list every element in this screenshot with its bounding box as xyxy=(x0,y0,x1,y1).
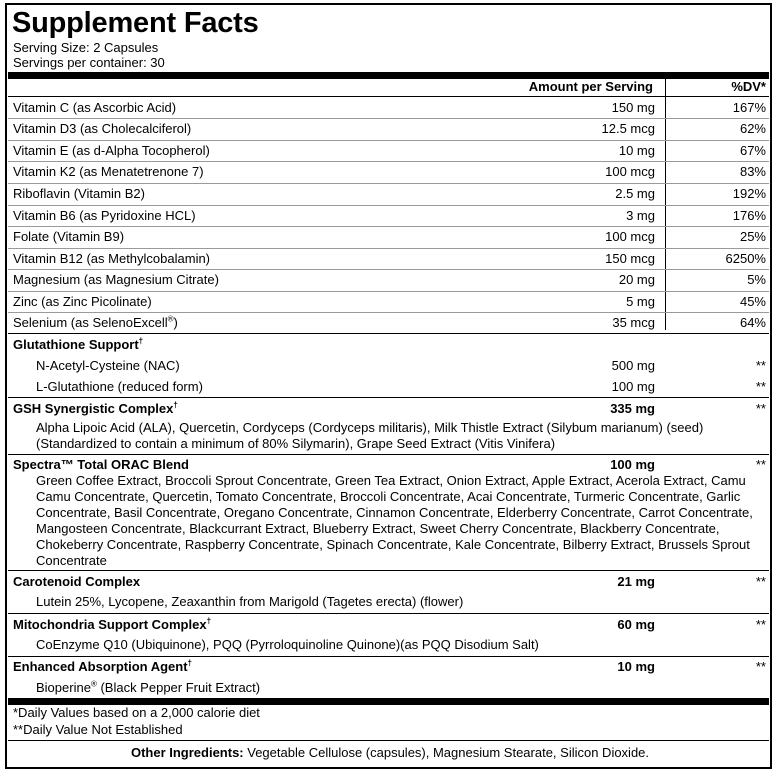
nutrient-amount: 3 mg xyxy=(626,208,655,223)
selenium-name-end: ) xyxy=(173,315,178,330)
absorption-dv: ** xyxy=(755,659,766,674)
nutrient-dv: 45% xyxy=(739,294,766,309)
serving-size: Serving Size: 2 Capsules xyxy=(13,40,159,55)
nutrient-amount: 2.5 mg xyxy=(615,186,655,201)
nutrient-amount: 20 mg xyxy=(618,272,655,287)
row-divider xyxy=(8,248,769,249)
nutrient-name: Zinc (as Zinc Picolinate) xyxy=(13,294,152,309)
row-divider xyxy=(8,312,769,313)
row-divider xyxy=(8,226,769,227)
bioperine-detail: (Black Pepper Fruit Extract) xyxy=(96,680,261,695)
nd-footnote: **Daily Value Not Established xyxy=(13,722,183,737)
nutrient-name: Vitamin E (as d-Alpha Tocopherol) xyxy=(13,143,210,158)
row-divider xyxy=(8,118,769,119)
spectra-dv: ** xyxy=(755,457,766,472)
mito-dv: ** xyxy=(755,617,766,632)
gsh-amount: 335 mg xyxy=(610,401,655,416)
nutrient-amount: 5 mg xyxy=(626,294,655,309)
spectra-amount: 100 mg xyxy=(610,457,655,472)
nutrient-amount: 150 mg xyxy=(611,100,655,115)
registered-mark: ® xyxy=(90,679,97,689)
bioperine-text: Bioperine xyxy=(36,680,91,695)
thick-divider xyxy=(8,72,769,79)
dagger-mark: † xyxy=(187,658,192,668)
row-divider xyxy=(8,183,769,184)
ingredient-amount: 500 mg xyxy=(611,358,655,373)
header-divider xyxy=(8,96,769,97)
nutrient-amount: 150 mcg xyxy=(605,251,655,266)
ingredient-name: N-Acetyl-Cysteine (NAC) xyxy=(36,358,180,373)
nutrient-amount: 100 mcg xyxy=(605,164,655,179)
other-ingredients-label: Other Ingredients: xyxy=(130,745,244,760)
spectra-description: Green Coffee Extract, Broccoli Sprout Concentrate, Green Tea Extract, Onion Extract, Apple Extract, Acerola Extract, Camu Camu Concentrate, Quercetin, Tomato Concentrate, Broccoli Concentrate, Acai Concentrate, Turmeric Concentrate, Garlic Concentrate, Basil Concentrate, Oregano Concentrate, Cinnamon Concentrate, Elderberry Concentrate, Carrot Concentrate, Mangosteen Concentrate, Blackcurrant Extract, Blueberry Extract, Sweet Cherry Concentrate, Blackberry Concentrate, Chokeberry Concentrate, Raspberry Concentrate, Spinach Concentrate, Kale Concentrate, Bilberry Extract, Brussels Sprout Concentrate xyxy=(36,473,753,568)
nutrient-dv: 83% xyxy=(739,164,766,179)
other-ingredients xyxy=(0,745,780,761)
row-divider xyxy=(8,140,769,141)
ingredient-name: L-Glutathione (reduced form) xyxy=(36,379,203,394)
glutathione-heading xyxy=(13,337,143,353)
nutrient-name: Vitamin B12 (as Methylcobalamin) xyxy=(13,251,211,266)
section-divider xyxy=(8,333,769,334)
carotenoid-amount: 21 mg xyxy=(617,574,655,589)
mito-amount: 60 mg xyxy=(617,617,655,632)
nutrient-name xyxy=(13,315,178,331)
nutrient-dv: 5% xyxy=(747,272,766,287)
carotenoid-description: Lutein 25%, Lycopene, Zeaxanthin from Marigold (Tagetes erecta) (flower) xyxy=(36,594,464,609)
nutrient-dv: 6250% xyxy=(725,251,766,266)
mito-heading xyxy=(13,617,211,633)
nutrient-name: Riboflavin (Vitamin B2) xyxy=(13,186,145,201)
mito-heading-text: Mitochondria Support Complex xyxy=(13,617,207,632)
spectra-heading: Spectra™ Total ORAC Blend xyxy=(13,457,190,472)
nutrient-name: Vitamin K2 (as Menatetrenone 7) xyxy=(13,164,204,179)
gsh-dv: ** xyxy=(755,401,766,416)
section-divider xyxy=(8,397,769,398)
nutrient-dv: 176% xyxy=(732,208,766,223)
panel-title: Supplement Facts xyxy=(12,7,259,39)
carotenoid-dv: ** xyxy=(755,574,766,589)
nutrient-dv: 62% xyxy=(739,121,766,136)
absorption-amount: 10 mg xyxy=(617,659,655,674)
dagger-mark: † xyxy=(173,400,178,410)
section-divider xyxy=(8,570,769,571)
other-ingredients-text: Vegetable Cellulose (capsules), Magnesium Stearate, Silicon Dioxide. xyxy=(243,745,650,760)
nutrient-name: Magnesium (as Magnesium Citrate) xyxy=(13,272,219,287)
thick-divider xyxy=(8,698,769,705)
nutrient-dv: 167% xyxy=(732,100,766,115)
footer-divider xyxy=(8,740,769,741)
dagger-mark: † xyxy=(206,616,212,626)
absorption-heading-text: Enhanced Absorption Agent xyxy=(13,659,188,674)
ingredient-amount: 100 mg xyxy=(611,379,655,394)
ingredient-dv: ** xyxy=(755,379,766,394)
nutrient-amount: 10 mg xyxy=(618,143,655,158)
mito-description: CoEnzyme Q10 (Ubiquinone), PQQ (Pyrroloquinoline Quinone)(as PQQ Disodium Salt) xyxy=(36,637,539,652)
amount-header: Amount per Serving xyxy=(528,79,653,94)
dagger-mark: † xyxy=(138,336,144,346)
nutrient-amount: 35 mcg xyxy=(612,315,655,330)
absorption-heading xyxy=(13,659,192,675)
row-divider xyxy=(8,291,769,292)
nutrient-name: Vitamin D3 (as Cholecalciferol) xyxy=(13,121,192,136)
absorption-description xyxy=(36,680,260,696)
dv-header: %DV* xyxy=(731,79,766,94)
nutrient-amount: 100 mcg xyxy=(605,229,655,244)
row-divider xyxy=(8,269,769,270)
nutrient-dv: 64% xyxy=(739,315,766,330)
ingredient-dv: ** xyxy=(755,358,766,373)
carotenoid-heading: Carotenoid Complex xyxy=(13,574,141,589)
row-divider xyxy=(8,161,769,162)
registered-mark: ® xyxy=(167,314,174,324)
glutathione-heading-text: Glutathione Support xyxy=(13,337,139,352)
servings-per-container: Servings per container: 30 xyxy=(13,55,165,70)
gsh-heading xyxy=(13,401,178,417)
nutrient-dv: 67% xyxy=(739,143,766,158)
dv-footnote: *Daily Values based on a 2,000 calorie diet xyxy=(13,705,260,720)
section-divider xyxy=(8,454,769,455)
row-divider xyxy=(8,205,769,206)
nutrient-dv: 192% xyxy=(732,186,766,201)
nutrient-name: Folate (Vitamin B9) xyxy=(13,229,125,244)
selenium-name: Selenium (as SelenoExcell xyxy=(13,315,168,330)
gsh-heading-text: GSH Synergistic Complex xyxy=(13,401,174,416)
nutrient-amount: 12.5 mcg xyxy=(601,121,655,136)
section-divider xyxy=(8,613,769,614)
nutrient-name: Vitamin B6 (as Pyridoxine HCL) xyxy=(13,208,196,223)
nutrient-dv: 25% xyxy=(739,229,766,244)
gsh-description: Alpha Lipoic Acid (ALA), Quercetin, Cordyceps (Cordyceps militaris), Milk Thistle Extract (Silybum marianum) (seed)(Standardized to contain a minimum of 80% Silymarin), Grape Seed Extract (Vitis Vinifera) xyxy=(36,420,704,451)
nutrient-name: Vitamin C (as Ascorbic Acid) xyxy=(13,100,177,115)
section-divider xyxy=(8,656,769,657)
